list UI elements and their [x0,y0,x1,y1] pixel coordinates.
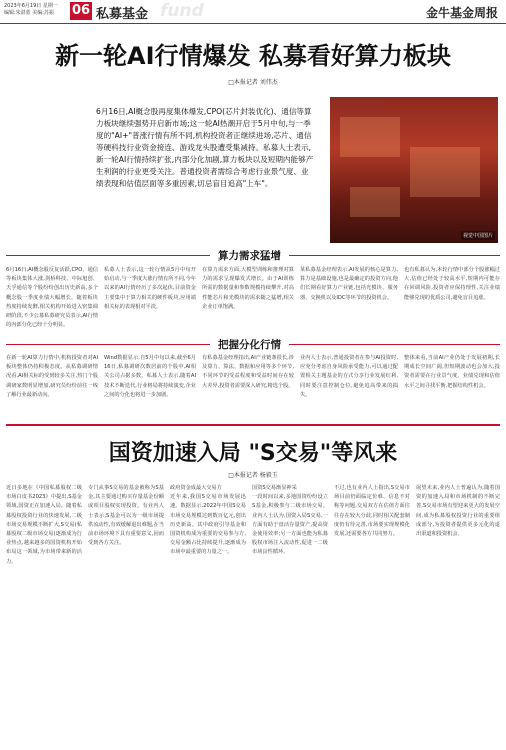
article2-headline: 国资加速入局 "S交易"等风来 [108,441,398,466]
article2-col1: 近日多地在《中国私募股权二级市场白皮书2023》中提出,S基金领域,国资正在加速入局。随着私募股权投资行业的快速发展,二级市场交易规模不断扩大,S交易(私募股权二级市场交易)逐渐成为行业热点,越来越多的国资机构开始布局这一领域,为市场带来新的活力。 [6,485,82,565]
article1-byline: □本报记者 刘伟杰 [228,79,278,86]
newspaper-masthead: 金牛基金周报 [425,6,498,20]
article1-sub2-col5: 整体来看,当前AI产业仍处于发展初期,长期成长空间广阔,但短期波动也会加大,投资者需要在行业景气度、业绩兑现和估值水平之间寻找平衡,把握结构性机会。 [404,355,500,389]
page-header [0,0,506,24]
article1-sub1-col5: 也有私募认为,本轮行情中部分个股涨幅过大,估值已经处于较高水平,短期内可能存在回调风险,投资者应保持理性,关注业绩能够兑现的优质公司,避免盲目追涨。 [404,267,500,301]
article1-sub2-col3: 有私募基金经理指出,AI产业链条很长,涉及算力、算法、数据和应用等多个环节,不同环节的受益程度和受益时间存在较大差异,投资者需要深入研究,精选个股。 [202,355,294,389]
article2-col4: 国资S交易渐显神采 一段时间以来,多地国资纷纷设立S基金,积极参与二级市场交易。业内人士认为,国资入局S交易,一方面有助于盘活存量资产,提高资金使用效率;另一方面也能为私募股权市场注入流动性,促进一二级市场良性循环。 [252,485,328,556]
header-date: 2023年6月19日 星期一 [4,3,58,9]
subhead-compute-demand: 算力需求猛增 [210,248,289,263]
article2-col2: 专门从事S交易的基金被称为S基金,其主要通过购买存量基金份额或项目股权实现投资。有业内人士表示,S基金可以为一级市场提供流动性,有效缓解退出难题,在当前市场环境下具有重要意义,因而受到各方关注。 [88,485,164,547]
article1-lead: 6月16日,AI概念股再度集体爆发,CPO(芯片封装优化)、通信等算力板块继续强势开启新市场;这一轮AI热潮开启于5月中旬,与一季度的"AI+"普涨行情有所不同,机构投资者正继续进场,芯片、通信等硬科技行业资金接连、游戏龙头股遭受集减持。私募人士表示,新一轮AI行情持续扩张,内部分化加剧,算力板块以及短期内能够产生利润的行业更受关注。普通投资者需综合考虑行业景气度、业绩表现和估值层面等多重因素,切忌盲目追高"上车"。 [96,107,314,188]
article1-headline: 新一轮AI行情爆发 私募看好算力板块 [55,42,451,70]
article1-sub2-col4: 业内人士表示,普通投资者在参与AI投资时,应充分考虑自身风险承受能力,可以通过配置相关主题基金的方式分享行业发展红利,同时要注意控制仓位,避免追高带来的损失。 [300,355,398,398]
article1-sub1-col1: 6月16日,AI概念股反复活跃,CPO、通信等板块集体大涨,剑桥科技、中际旭创、天孚通信等个股纷纷创出历史新高,多个概念股一季度业绩大幅增长。随着板块热度持续发酵,相关机构开始进入密集调研阶段,不少公募私募研究员表示,AI行情的内部分化已经十分明显。 [6,267,98,329]
article1-sub2-col2: Wind数据显示,自5月中旬以来,截至6月16日,私募调研次数居前的个股中,AI相关公司占据多数。私募人士表示,随着AI技术不断迭代,行业格局将持续演变,企业之间的分化也将进一步加剧。 [104,355,196,398]
article2-col3: 政府资金成最大交易方 近年来,我国S交易市场发展迅速。数据显示,2022年中国S交易市场交易规模达到数百亿元,创出历史新高。其中政府引导基金和国资机构成为重要的交易参与方,交易金额占比持续提升,逐渐成为市场中最重要的力量之一。 [170,485,246,556]
article1-photo [330,97,498,243]
article2-col5: 不过,也有业内人士指出,S交易市场目前仍面临定价难、信息不对称等问题,交易双方在估值方面往往存在较大分歧,同时相关配套制度仍有待完善,市场要实现规模化发展,还需要各方共同努力。 [334,485,410,538]
section-title: 私募基金 [96,7,149,22]
photo-caption: 视觉中国图片 [462,233,493,239]
article1-sub2-col1: 在新一轮AI算力行情中,机构投资者对AI板块整体仍持积极态度。从私募调研情况看,AI相关标的受到较多关注,热门个股调研家数明显增加,研究员纷纷前往一线了解行业最新动向。 [6,355,98,398]
article2-byline: □本报记者 杨毅玉 [228,472,278,479]
article1-sub1-col3: 在算力需求方面,大模型训练和推理对算力的需求呈现爆发式增长。由于AI训练所需的数据量和参数规模持续攀升,对高性能芯片和光模块的需求随之猛增,相关企业订单饱满。 [202,267,294,310]
header-info [4,3,58,17]
section-title-en: fund [160,1,204,21]
page-number: 06 [71,3,91,18]
article2-col6: 展望未来,业内人士普遍认为,随着国资的加速入局和市场机制的不断完善,S交易市场有望迎来更大的发展空间,成为私募股权投资行业的重要组成部分,为投资者提供更多元化的退出渠道和投资机会。 [416,485,500,538]
article-divider [6,424,500,426]
header-editor: 编辑:朱湛蓝 美编:苏振 [4,10,54,16]
article1-sub1-col2: 私募人士表示,这一轮行情从5月中旬开始启动,与一季度大涨行情有所不同,今年以来的AI行情经历了多次起伏,目前资金主要集中于算力相关的硬件板块,应用端相关标的表现相对平淡。 [104,267,196,310]
header-rule [0,23,506,24]
article1-sub1-col4: 某私募基金经理表示,AI发展的核心是算力,算力是基础设施,也是最确定的投资方向,他们长期看好算力产业链,包括光模块、服务器、交换机以及IDC等环节的投资机会。 [300,267,398,301]
subhead-differentiation: 把握分化行情 [210,337,289,352]
